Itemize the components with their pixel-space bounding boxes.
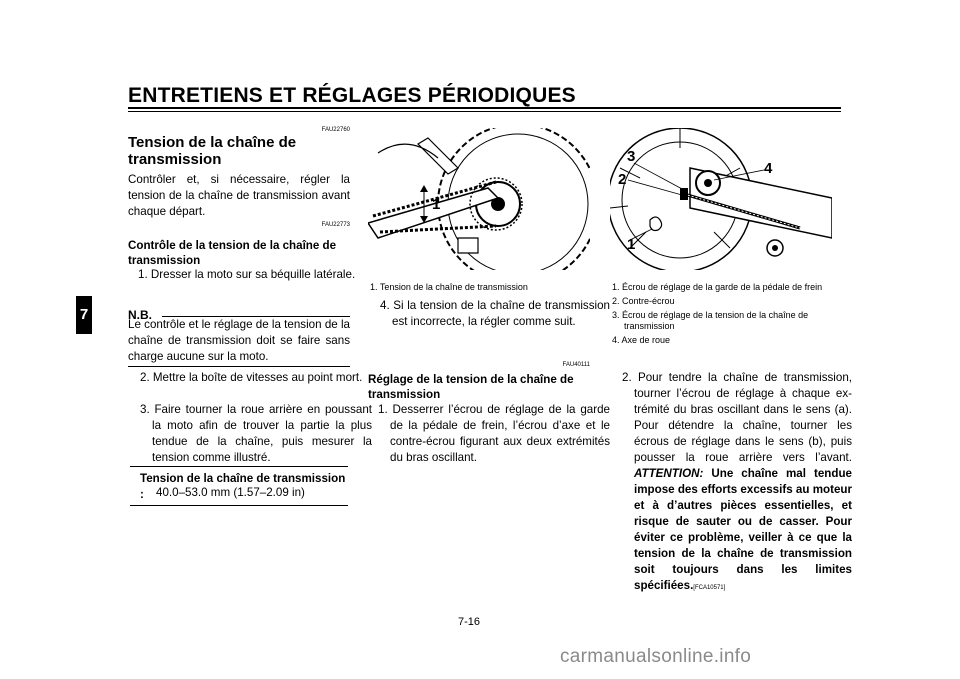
section-title: Tension de la chaîne de transmission bbox=[128, 134, 297, 168]
caption-item: 1. Écrou de réglage de la garde de la pédale de frein bbox=[612, 282, 823, 292]
figure-callout-1: 1 bbox=[627, 236, 636, 253]
page-header-title: ENTRETIENS ET RÉGLAGES PÉRIODIQUES bbox=[128, 84, 576, 107]
attention-text: Une chaîne mal tendue impose des efforts excessifs au moteur et à d’autres pièces essentielles, et risque de sauter ou de casser. Pour éviter ce problème, veiller à ce que la tension de la chaîne de transmission soit toujours dans les limites spécifiées. bbox=[634, 467, 852, 592]
step-1: 1. Dresser la moto sur sa béquille latérale. bbox=[138, 268, 356, 281]
step-2: 2. Mettre la boîte de vitesses au point mort. bbox=[140, 371, 363, 384]
nb-end-rule bbox=[128, 366, 350, 367]
intro-paragraph: Contrôler et, si nécessaire, régler la tension de la chaîne de transmission avant chaque départ. bbox=[128, 173, 350, 218]
spec-label: Tension de la chaîne de transmission : bbox=[140, 472, 346, 501]
ref-code: FAU40111 bbox=[562, 362, 590, 368]
caption-item: 3. Écrou de réglage de la tension de la chaîne de transmission bbox=[612, 310, 809, 331]
page-number: 7-16 bbox=[458, 616, 481, 628]
caption-item: 2. Contre-écrou bbox=[612, 296, 675, 306]
figure-callout-2: 2 bbox=[618, 171, 627, 188]
figure-caption-list bbox=[612, 282, 832, 349]
attention-code: [FCA10571] bbox=[693, 585, 726, 591]
subsection-title: Contrôle de la tension de la chaîne de transmission bbox=[128, 239, 337, 267]
figure-callout-3: 3 bbox=[627, 148, 636, 165]
figure-caption: 1. Tension de la chaîne de transmission bbox=[370, 282, 528, 292]
step-3: 3. Faire tourner la roue arrière en poussant la moto afin de trouver la partie la plus tendue de la chaîne, puis mesurer la tension comme illustré. bbox=[140, 403, 372, 464]
subsection-title: Réglage de la tension de la chaîne de transmission bbox=[368, 373, 574, 401]
adjust-step-2 bbox=[612, 370, 852, 596]
ref-code: FAU22760 bbox=[321, 127, 350, 133]
header-rule bbox=[128, 107, 841, 109]
adjust-step-1: 1. Desserrer l’écrou de réglage de la garde de la pédale de frein, l’écrou d’axe et le contre-écrou figurant aux deux extrémités du bras oscillant. bbox=[378, 403, 610, 464]
nb-label: N.B. bbox=[128, 308, 152, 322]
watermark: carmanualsonline.info bbox=[560, 646, 752, 667]
figure-callout-1: 1 bbox=[432, 196, 441, 213]
figure-callout-4: 4 bbox=[764, 160, 773, 177]
ref-code: FAU22773 bbox=[321, 222, 350, 228]
chain-tension-figure bbox=[368, 128, 590, 270]
spec-value: 40.0–53.0 mm (1.57–2.09 in) bbox=[156, 486, 305, 499]
nb-text: Le contrôle et le réglage de la tension de la chaîne de transmission doit se faire sans charge aucune sur la moto. bbox=[128, 318, 350, 363]
step-4: 4. Si la tension de la chaîne de transmission est incorrecte, la régler comme suit. bbox=[380, 299, 610, 328]
caption-item: 4. Axe de roue bbox=[612, 335, 671, 345]
header-rule-thin bbox=[128, 111, 841, 112]
attention-label: ATTENTION: bbox=[634, 467, 704, 480]
adjust-step-2-text: 2. Pour tendre la chaîne de transmission, tourner l’écrou de réglage à chaque extrémité du bras oscillant dans le sens (a). Pour détendre la chaîne, tourner les écrous de réglage dans le sens (b), puis pousser la roue arrière vers l’avant. bbox=[622, 371, 852, 464]
spec-box bbox=[130, 466, 348, 506]
chapter-tab: 7 bbox=[76, 296, 92, 334]
adjuster-figure bbox=[610, 128, 832, 270]
